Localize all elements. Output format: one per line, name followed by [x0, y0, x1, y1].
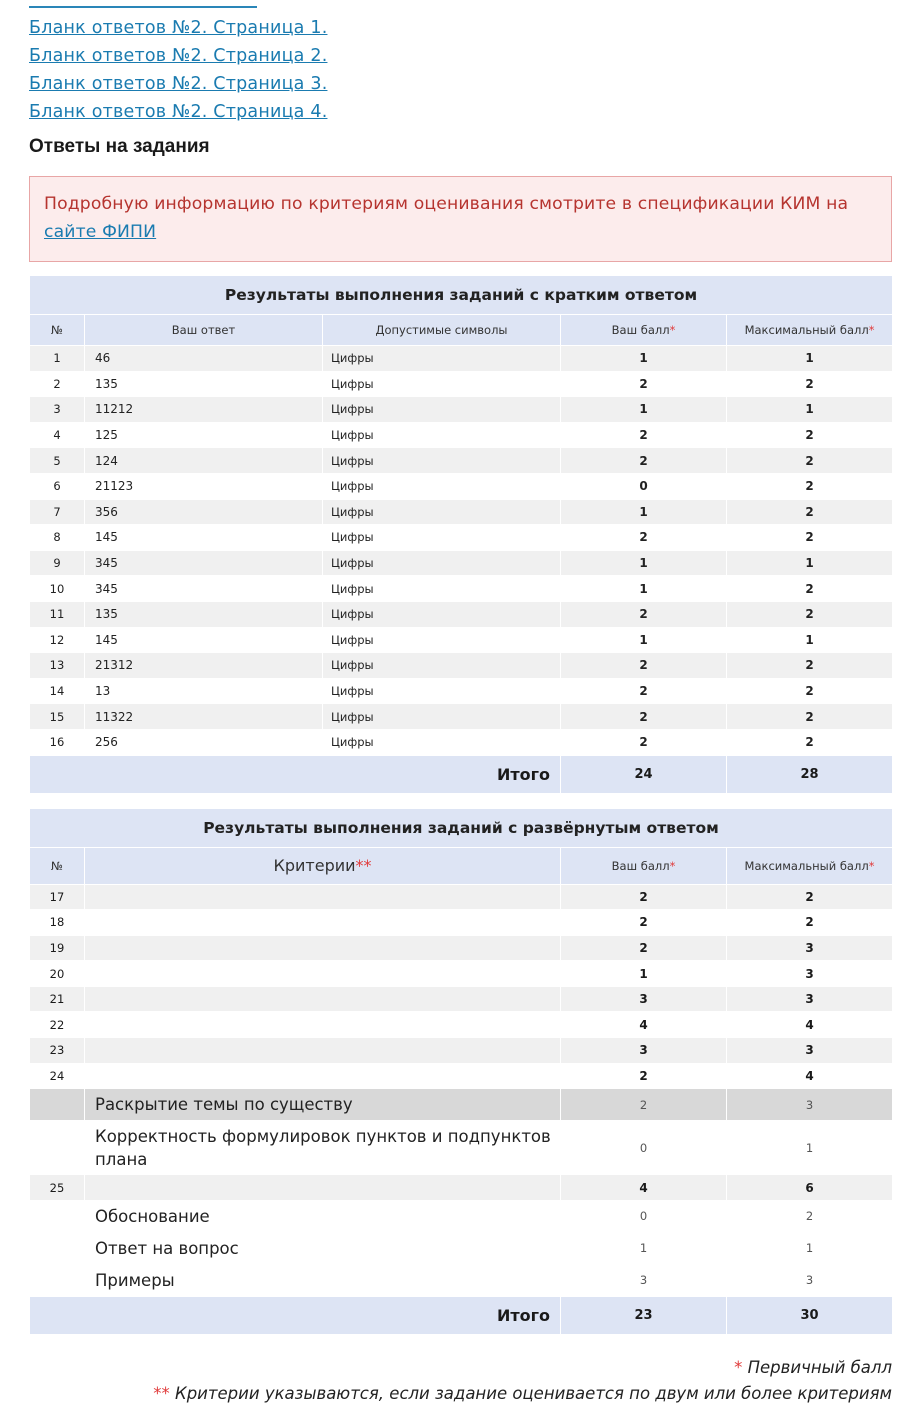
allowed-symbols: Цифры: [323, 499, 561, 525]
table-row: [30, 678, 893, 704]
column-header-criteria: [85, 847, 561, 884]
your-score: 3: [561, 1038, 727, 1064]
allowed-symbols: Цифры: [323, 704, 561, 730]
footnote-primary-score: [29, 1355, 892, 1381]
task-number: 15: [30, 704, 85, 730]
table-row: [30, 550, 893, 576]
allowed-symbols: Цифры: [323, 448, 561, 474]
criterion: [85, 986, 561, 1012]
table-row: [30, 627, 893, 653]
column-header-max-score: [727, 315, 893, 346]
task-number: 19: [30, 935, 85, 961]
answer-sheet-links: [29, 0, 892, 126]
your-score: 1: [561, 499, 727, 525]
allowed-symbols: Цифры: [323, 653, 561, 679]
your-score: 2: [561, 448, 727, 474]
header-label: Ваш балл: [611, 858, 670, 873]
max-score: 6: [727, 1175, 893, 1201]
footnotes: [29, 1355, 892, 1407]
your-score: 2: [561, 653, 727, 679]
max-score: 2: [727, 678, 893, 704]
total-max-score: 30: [727, 1296, 893, 1334]
footnote-criteria: [29, 1381, 892, 1407]
task-number: 16: [30, 729, 85, 755]
allowed-symbols: Цифры: [323, 422, 561, 448]
task-number: 9: [30, 550, 85, 576]
table-row: [30, 1012, 893, 1038]
header-label: Критерии: [273, 856, 356, 875]
criterion: [85, 1063, 561, 1089]
task-number: [30, 1232, 85, 1264]
table-row: [30, 397, 893, 423]
your-score: 1: [561, 397, 727, 423]
your-answer: 11212: [85, 397, 323, 423]
task-number: 24: [30, 1063, 85, 1089]
asterisk: *: [868, 323, 875, 337]
column-header-number: №: [30, 315, 85, 346]
header-label: Ваш балл: [611, 323, 670, 337]
your-score: 0: [561, 1200, 727, 1232]
max-score: 3: [727, 1089, 893, 1121]
total-score: 24: [561, 755, 727, 793]
your-score: 2: [561, 910, 727, 936]
allowed-symbols: Цифры: [323, 346, 561, 372]
criterion: Примеры: [85, 1264, 561, 1296]
table-row: [30, 525, 893, 551]
criterion: [85, 935, 561, 961]
double-asterisk: **: [355, 856, 372, 875]
task-number: 2: [30, 371, 85, 397]
your-answer: 256: [85, 729, 323, 755]
max-score: 2: [727, 371, 893, 397]
criterion: Ответ на вопрос: [85, 1232, 561, 1264]
total-score: 23: [561, 1296, 727, 1334]
max-score: 2: [727, 729, 893, 755]
max-score: 1: [727, 1121, 893, 1175]
your-score: 2: [561, 704, 727, 730]
criterion: [85, 884, 561, 910]
criterion: [85, 1012, 561, 1038]
task-number: 6: [30, 473, 85, 499]
your-score: 3: [561, 986, 727, 1012]
max-score: 3: [727, 1264, 893, 1296]
your-score: 2: [561, 1089, 727, 1121]
allowed-symbols: Цифры: [323, 601, 561, 627]
max-score: 2: [727, 499, 893, 525]
criterion-row: [30, 1232, 893, 1264]
table-row: [30, 1175, 893, 1201]
total-row: [30, 755, 893, 793]
task-number: 25: [30, 1175, 85, 1201]
your-score: 3: [561, 1264, 727, 1296]
table-row: [30, 1038, 893, 1064]
header-label: Максимальный балл: [744, 323, 869, 337]
task-number: 4: [30, 422, 85, 448]
task-number: 3: [30, 397, 85, 423]
total-row: [30, 1296, 893, 1334]
your-answer: 345: [85, 550, 323, 576]
top-divider: [29, 6, 257, 8]
task-number: 1: [30, 346, 85, 372]
criterion: Корректность формулировок пунктов и подпунктов плана: [85, 1121, 561, 1175]
task-number: 14: [30, 678, 85, 704]
criterion-row: [30, 1121, 893, 1175]
your-answer: 21123: [85, 473, 323, 499]
your-answer: 356: [85, 499, 323, 525]
your-answer: 124: [85, 448, 323, 474]
max-score: 2: [727, 473, 893, 499]
asterisk: *: [669, 323, 676, 337]
max-score: 2: [727, 422, 893, 448]
table-row: [30, 986, 893, 1012]
column-header-allowed-symbols: Допустимые символы: [323, 315, 561, 346]
your-score: 2: [561, 884, 727, 910]
max-score: 3: [727, 935, 893, 961]
table-caption: Результаты выполнения заданий с кратким ответом: [30, 276, 893, 315]
task-number: 17: [30, 884, 85, 910]
your-answer: 135: [85, 371, 323, 397]
allowed-symbols: Цифры: [323, 729, 561, 755]
max-score: 2: [727, 1200, 893, 1232]
answer-sheet-link-page-2[interactable]: Бланк ответов №2. Страница 2.: [29, 46, 328, 66]
your-score: 2: [561, 422, 727, 448]
task-number: 18: [30, 910, 85, 936]
your-score: 4: [561, 1175, 727, 1201]
max-score: 2: [727, 525, 893, 551]
max-score: 2: [727, 448, 893, 474]
max-score: 2: [727, 884, 893, 910]
table-row: [30, 576, 893, 602]
column-header-number: №: [30, 847, 85, 884]
task-number: 8: [30, 525, 85, 551]
your-score: 1: [561, 346, 727, 372]
task-number: [30, 1121, 85, 1175]
section-title: Ответы на задания: [29, 136, 210, 157]
table-row: [30, 1063, 893, 1089]
max-score: 1: [727, 550, 893, 576]
total-label: Итого: [30, 1296, 561, 1334]
task-number: 5: [30, 448, 85, 474]
task-number: 12: [30, 627, 85, 653]
task-number: 21: [30, 986, 85, 1012]
allowed-symbols: Цифры: [323, 473, 561, 499]
total-label: Итого: [30, 755, 561, 793]
task-number: [30, 1200, 85, 1232]
table-row: [30, 601, 893, 627]
table-row: [30, 935, 893, 961]
answer-sheet-link-page-1[interactable]: Бланк ответов №2. Страница 1.: [29, 18, 328, 38]
table-row: [30, 729, 893, 755]
max-score: 2: [727, 601, 893, 627]
task-number: 23: [30, 1038, 85, 1064]
table-row: [30, 704, 893, 730]
allowed-symbols: Цифры: [323, 576, 561, 602]
max-score: 1: [727, 1232, 893, 1264]
table-row: [30, 473, 893, 499]
asterisk: *: [734, 1357, 743, 1377]
max-score: 2: [727, 576, 893, 602]
your-score: 1: [561, 576, 727, 602]
table-row: [30, 653, 893, 679]
max-score: 4: [727, 1063, 893, 1089]
column-header-answer: Ваш ответ: [85, 315, 323, 346]
your-score: 0: [561, 473, 727, 499]
allowed-symbols: Цифры: [323, 627, 561, 653]
criterion: Обоснование: [85, 1200, 561, 1232]
your-score: 1: [561, 1232, 727, 1264]
column-header-max-score: [727, 847, 893, 884]
task-number: [30, 1264, 85, 1296]
criterion: [85, 1038, 561, 1064]
table-row: [30, 448, 893, 474]
task-number: 11: [30, 601, 85, 627]
answer-sheet-link-page-3[interactable]: Бланк ответов №2. Страница 3.: [29, 74, 328, 94]
criterion-row: [30, 1089, 893, 1121]
your-score: 1: [561, 627, 727, 653]
your-score: 1: [561, 550, 727, 576]
allowed-symbols: Цифры: [323, 550, 561, 576]
footnote-text: Первичный балл: [747, 1357, 892, 1377]
your-score: 1: [561, 961, 727, 987]
answer-sheet-link-page-4[interactable]: Бланк ответов №2. Страница 4.: [29, 102, 328, 122]
fipi-site-link[interactable]: сайте ФИПИ: [44, 222, 157, 242]
task-number: [30, 1089, 85, 1121]
your-answer: 135: [85, 601, 323, 627]
table-row: [30, 910, 893, 936]
max-score: 2: [727, 704, 893, 730]
alert-text: Подробную информацию по критериям оценивания смотрите в спецификации КИМ на: [44, 194, 849, 214]
criterion-row: [30, 1264, 893, 1296]
max-score: 2: [727, 653, 893, 679]
your-answer: 125: [85, 422, 323, 448]
task-number: 20: [30, 961, 85, 987]
column-header-score: [561, 315, 727, 346]
table-row: [30, 346, 893, 372]
header-label: Максимальный балл: [744, 858, 869, 873]
max-score: 1: [727, 397, 893, 423]
max-score: 3: [727, 986, 893, 1012]
allowed-symbols: Цифры: [323, 397, 561, 423]
max-score: 2: [727, 910, 893, 936]
your-score: 2: [561, 1063, 727, 1089]
max-score: 1: [727, 346, 893, 372]
your-score: 2: [561, 601, 727, 627]
max-score: 1: [727, 627, 893, 653]
task-number: 13: [30, 653, 85, 679]
footnote-text: Критерии указываются, если задание оценивается по двум или более критериям: [174, 1383, 892, 1403]
extended-answer-results-table: [29, 808, 893, 1335]
criterion-row: [30, 1200, 893, 1232]
allowed-symbols: Цифры: [323, 678, 561, 704]
task-number: 7: [30, 499, 85, 525]
your-score: 0: [561, 1121, 727, 1175]
asterisk: *: [868, 858, 875, 873]
your-answer: 13: [85, 678, 323, 704]
your-answer: 145: [85, 525, 323, 551]
max-score: 3: [727, 961, 893, 987]
double-asterisk: **: [153, 1383, 170, 1403]
your-answer: 21312: [85, 653, 323, 679]
column-header-score: [561, 847, 727, 884]
criteria-info-alert: [29, 176, 892, 262]
table-row: [30, 371, 893, 397]
your-score: 2: [561, 371, 727, 397]
table-row: [30, 422, 893, 448]
short-answer-results-table: [29, 275, 893, 794]
criterion: [85, 1175, 561, 1201]
your-answer: 345: [85, 576, 323, 602]
your-score: 2: [561, 525, 727, 551]
task-number: 22: [30, 1012, 85, 1038]
criterion: [85, 910, 561, 936]
asterisk: *: [669, 858, 676, 873]
criterion: [85, 961, 561, 987]
table-caption: Результаты выполнения заданий с развёрнутым ответом: [30, 808, 893, 847]
table-row: [30, 961, 893, 987]
your-answer: 145: [85, 627, 323, 653]
table-row: [30, 499, 893, 525]
total-max-score: 28: [727, 755, 893, 793]
your-score: 4: [561, 1012, 727, 1038]
your-answer: 11322: [85, 704, 323, 730]
your-score: 2: [561, 729, 727, 755]
allowed-symbols: Цифры: [323, 371, 561, 397]
your-answer: 46: [85, 346, 323, 372]
your-score: 2: [561, 678, 727, 704]
criterion: Раскрытие темы по существу: [85, 1089, 561, 1121]
task-number: 10: [30, 576, 85, 602]
table-row: [30, 884, 893, 910]
allowed-symbols: Цифры: [323, 525, 561, 551]
your-score: 2: [561, 935, 727, 961]
max-score: 4: [727, 1012, 893, 1038]
max-score: 3: [727, 1038, 893, 1064]
